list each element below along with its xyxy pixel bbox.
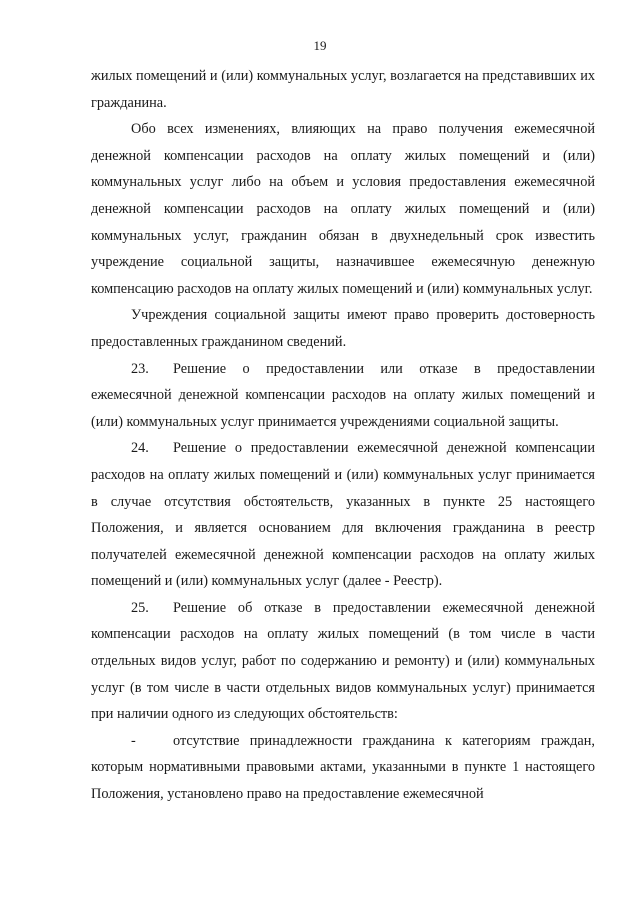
clause-24-number: 24. xyxy=(131,440,149,457)
clause-23-text: Решение о предоставлении или отказе в предоставлении ежемесячной денежной компенсации расходов на оплату жилых помещений и (или) коммунальных услуг принимается учреждениями социальной защиты. xyxy=(91,360,595,430)
clause-25 xyxy=(91,595,595,728)
page-number: 19 xyxy=(313,38,327,53)
list-dash-marker: - xyxy=(131,732,136,749)
clause-23-number: 23. xyxy=(131,360,149,377)
clause-23 xyxy=(91,356,595,436)
paragraph-changes-notice: Обо всех изменениях, влияющих на право получения ежемесячной денежной компенсации расходов на оплату жилых помещений и (или) коммунальных услуг либо на объем и условия предоставления ежемесячной денежной компенсации расходов на оплату жилых помещений и (или) коммунальных услуг, гражданин обязан в двухнедельный срок известить учреждение социальной защиты, назначившее ежемесячную денежную компенсацию расходов на оплату жилых помещений и (или) коммунальных услуг. xyxy=(91,121,595,297)
clause-25-text: Решение об отказе в предоставлении ежемесячной денежной компенсации расходов на оплату жилых помещений (в том числе в части отдельных видов услуг, работ по содержанию и ремонту) и (или) коммунальных услуг (в том числе в части отдельных видов коммунальных услуг) принимается при наличии одного из следующих обстоятельств: xyxy=(91,599,595,723)
clause-25-number: 25. xyxy=(131,599,149,616)
paragraph-verification-right: Учреждения социальной защиты имеют право проверить достоверность предоставленных гражданином сведений. xyxy=(91,307,595,350)
clause-24 xyxy=(91,435,595,595)
list-item-dash xyxy=(91,728,595,808)
paragraph-continuation: жилых помещений и (или) коммунальных услуг, возлагается на представивших их гражданина. xyxy=(91,68,595,111)
list-item-text: отсутствие принадлежности гражданина к категориям граждан, которым нормативными правовыми актами, указанными в пункте 1 настоящего Положения, установлено право на предоставление ежемесячной xyxy=(91,732,595,803)
document-body xyxy=(91,63,595,808)
clause-24-text: Решение о предоставлении ежемесячной денежной компенсации расходов на оплату жилых помещений и (или) коммунальных услуг принимается в случае отсутствия обстоятельств, указанных в пункте 25 настоящего Положения, и является основанием для включения гражданина в реестр получателей ежемесячной денежной компенсации расходов на оплату жилых помещений и (или) коммунальных услуг (далее - Реестр). xyxy=(91,440,595,590)
